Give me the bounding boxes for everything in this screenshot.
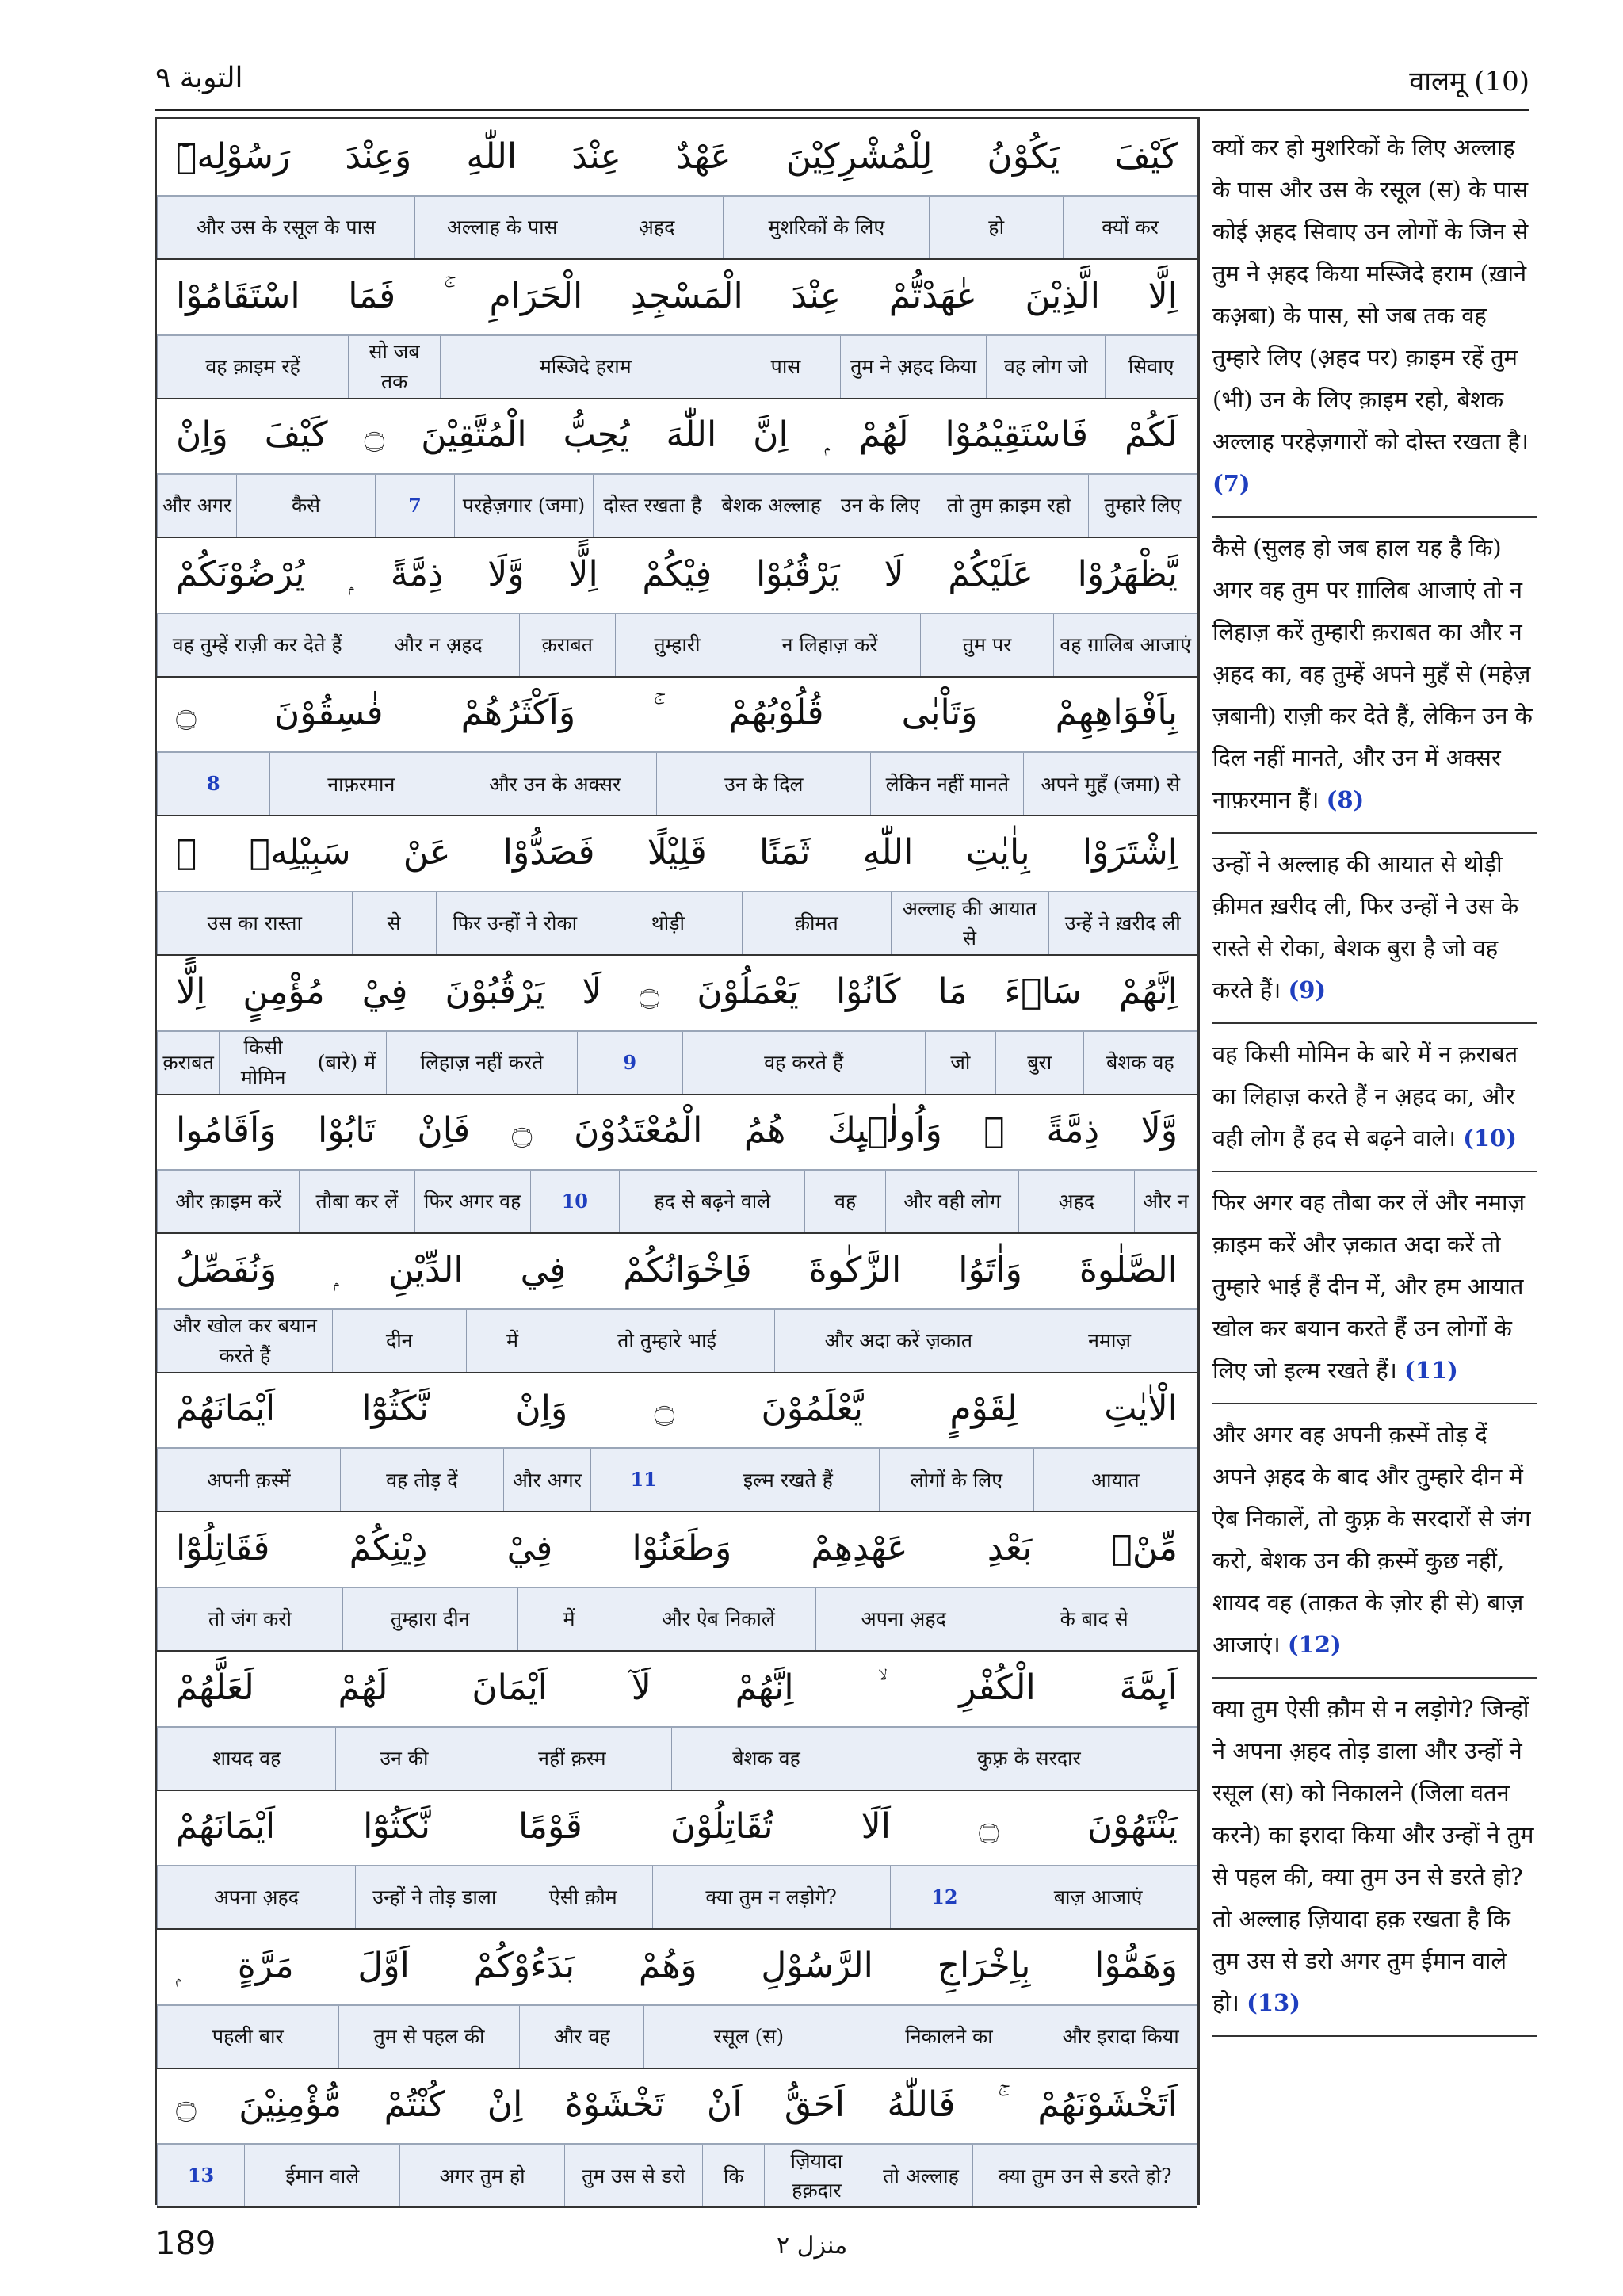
gloss-cell: बेशक अल्लाह	[712, 475, 831, 537]
page-number: 189	[155, 2225, 216, 2262]
gloss-row	[157, 1865, 1197, 1930]
gloss-cell: जो	[925, 1032, 995, 1094]
gloss-cell: से	[352, 892, 436, 954]
verse-block	[157, 675, 1197, 815]
gloss-cell: वह तुम्हें राज़ी कर देते हैं	[157, 614, 357, 676]
gloss-cell: पहली बार	[157, 2006, 338, 2068]
gloss-cell: उन्हें ने ख़रीद ली	[1048, 892, 1197, 954]
gloss-cell: तुम उस से डरो	[564, 2145, 703, 2206]
verse-number: (11)	[1404, 1357, 1458, 1384]
gloss-cell: बेशक वह	[1083, 1032, 1197, 1094]
arabic-line: وَّلَا ذِمَّةً ۭ وَاُولٰۗىِٕكَ هُمُ الْمُعْتَدُوْنَ ۝ فَاِنْ تَابُوْا وَاَقَامُوا	[176, 1110, 1178, 1152]
gloss-cell: अपने मुहँ (जमा) से	[1023, 753, 1197, 815]
arabic-line: مِّنْۢ بَعْدِ عَهْدِهِمْ وَطَعَنُوْا فِيْ دِيْنِكُمْ فَقَاتِلُوْٓا	[176, 1528, 1178, 1568]
verse-block	[157, 537, 1197, 676]
translation-paragraph	[1212, 127, 1537, 518]
manzil-label: منزل ٢	[777, 2232, 848, 2260]
verse-block	[157, 1511, 1197, 1650]
gloss-row	[157, 1726, 1197, 1791]
gloss-cell: तो तुम्हारे भाई	[559, 1310, 775, 1372]
arabic-line: بِاَفْوَاهِهِمْ وَتَاْبٰى قُلُوْبُهُمْ ۚ وَاَكْثَرُهُمْ فٰسِقُوْنَ ۝	[176, 693, 1178, 734]
verse-number-cell: 12	[890, 1866, 999, 1928]
gloss-cell: उन के दिल	[656, 753, 870, 815]
gloss-row	[157, 1447, 1197, 1512]
translation-text: कैसे (सुलह हो जब हाल यह है कि) अगर वह तुम पर ग़ालिब आजाएं तो न लिहाज़ करें तुम्हारी क़राबत का और न अ़हद का, वह तुम्हें अपने मुहँ से (महेज़ ज़बानी) राज़ी कर देते हैं, लेकिन उन के दिल नहीं मानते, और उन में अक्सर नाफ़रमान हैं।	[1212, 534, 1533, 813]
gloss-cell: परहेज़गार (जमा)	[454, 475, 593, 537]
gloss-cell: नाफ़रमान	[269, 753, 453, 815]
gloss-cell: तो जंग करो	[157, 1588, 342, 1650]
verse-number: (8)	[1326, 786, 1365, 813]
verse-block	[157, 954, 1197, 1094]
arabic-line: يَنْتَهُوْنَ ۝ اَلَا تُقَاتِلُوْنَ قَوْمًا نَّكَثُوْٓا اَيْمَانَهُمْ	[176, 1806, 1178, 1847]
gloss-cell: कुफ़्र के सरदार	[861, 1728, 1197, 1790]
gloss-cell: और वह	[519, 2006, 643, 2068]
arabic-line: الصَّلٰوةَ وَاٰتَوُا الزَّكٰوةَ فَاِخْوَانُكُمْ فِي الدِّيْنِ ۭ وَنُفَصِّلُ	[176, 1249, 1178, 1290]
verse-block	[157, 258, 1197, 398]
verse-number-cell: 10	[530, 1171, 620, 1232]
gloss-cell: मस्जिदे हराम	[440, 336, 731, 398]
arabic-line: يَّظْهَرُوْا عَلَيْكُمْ لَا يَرْقُبُوْا فِيْكُمْ اِلًّا وَّلَا ذِمَّةً ۭ يُرْضُوْنَكُمْ	[176, 553, 1178, 594]
gloss-row	[157, 195, 1197, 260]
verse-block	[157, 1928, 1197, 2068]
verse-number-cell: 13	[157, 2145, 244, 2206]
verse-column	[155, 117, 1198, 2205]
gloss-cell: और अगर	[157, 475, 236, 537]
gloss-cell: वह क़ाइम रहें	[157, 336, 348, 398]
gloss-cell: तो तुम क़ाइम रहो	[930, 475, 1088, 537]
gloss-cell: थोड़ी	[594, 892, 742, 954]
gloss-cell: बुरा	[995, 1032, 1083, 1094]
gloss-cell: न लिहाज़ करें	[739, 614, 919, 676]
arabic-line: اِشْتَرَوْا بِاٰيٰتِ اللّٰهِ ثَمَنًا قَلِيْلًا فَصَدُّوْا عَنْ سَبِيْلِهٖ ۭ	[176, 832, 1178, 873]
gloss-cell: तुम्हारे लिए	[1088, 475, 1197, 537]
header-rule	[155, 109, 1529, 111]
verse-number-cell: 7	[375, 475, 454, 537]
gloss-cell: आयात	[1033, 1449, 1197, 1511]
gloss-row	[157, 1030, 1197, 1095]
gloss-cell: क्यों कर	[1063, 197, 1197, 258]
translation-text: उन्हों ने अल्लाह की आयात से थोड़ी क़ीमत ख़रीद ली, फिर उन्हों ने उस के रास्ते से रोका, बेशक बुरा है जो वह करते हैं।	[1212, 850, 1519, 1003]
gloss-row	[157, 1308, 1197, 1373]
gloss-cell: अपनी क़स्में	[157, 1449, 340, 1511]
translation-text: क्यों कर हो मुशरिकों के लिए अल्लाह के पास और उस के रसूल (स) के पास कोई अ़हद सिवाए उन लोगों के जिन से तुम ने अ़हद किया मस्जिदे हराम (ख़ाने कअ़बा) के पास, सो जब तक वह तुम्हारे लिए (अ़हद पर) क़ाइम रहें तुम (भी) उन के लिए क़ाइम रहो, बेशक अल्लाह परहेज़गारों को दोस्त रखता है।	[1212, 134, 1529, 455]
verse-block	[157, 815, 1197, 954]
page-header	[155, 57, 1529, 105]
translation-paragraph	[1212, 1688, 1537, 2037]
gloss-cell: और न	[1134, 1171, 1197, 1232]
gloss-cell: क्या तुम उन से डरते हो?	[972, 2145, 1197, 2206]
gloss-cell: अपना अ़हद	[157, 1866, 355, 1928]
surah-label: التوبة ٩	[155, 62, 243, 94]
para-label: वालमू (10)	[1409, 66, 1529, 97]
arabic-line: وَهَمُّوْا بِاِخْرَاجِ الرَّسُوْلِ وَهُمْ بَدَءُوْكُمْ اَوَّلَ مَرَّةٍ ۭ	[176, 1945, 1178, 1986]
verse-number: (12)	[1287, 1631, 1342, 1658]
gloss-cell: तौबा कर लें	[299, 1171, 414, 1232]
gloss-cell: और वही लोग	[885, 1171, 1018, 1232]
gloss-row	[157, 891, 1197, 956]
gloss-row	[157, 473, 1197, 538]
gloss-cell: (बारे) में	[307, 1032, 386, 1094]
gloss-cell: क़राबत	[519, 614, 615, 676]
gloss-cell: लिहाज़ नहीं करते	[386, 1032, 577, 1094]
translation-text: फिर अगर वह तौबा कर लें और नमाज़ क़ाइम करें और ज़कात अदा करें तो तुम्हारे भाई हैं दीन में, और हम आयात खोल कर बयान करते हैं उन लोगों के लिए जो इल्म रखते हैं।	[1212, 1189, 1526, 1384]
verse-number-cell: 9	[577, 1032, 682, 1094]
gloss-cell: निकालने का	[854, 2006, 1044, 2068]
gloss-cell: उन के लिए	[831, 475, 930, 537]
arabic-line: الْاٰيٰتِ لِقَوْمٍ يَّعْلَمُوْنَ ۝ وَاِنْ نَّكَثُوْٓا اَيْمَانَهُمْ	[176, 1389, 1178, 1430]
gloss-cell: मुशरिकों के लिए	[723, 197, 929, 258]
verse-number: (7)	[1212, 470, 1251, 497]
verse-block	[157, 119, 1197, 258]
gloss-cell: शायद वह	[157, 1728, 335, 1790]
gloss-cell: वह ग़ालिब आजाएं	[1053, 614, 1197, 676]
gloss-cell: पास	[731, 336, 841, 398]
gloss-cell: अपना अ़हद	[815, 1588, 991, 1650]
gloss-cell: तुम्हारी	[615, 614, 739, 676]
gloss-cell: और क़ाइम करें	[157, 1171, 299, 1232]
gloss-row	[157, 2143, 1197, 2208]
verse-number: (13)	[1247, 1989, 1300, 2016]
translation-text: और अगर वह अपनी क़स्में तोड़ दें अपने अ़हद के बाद और तुम्हारे दीन में ऐब निकालें, तो कुफ़्र के सरदारों से जंग करो, बेशक उन की क़स्में कुछ नहीं, शायद वह (ताक़त के ज़ोर ही से) बाज़ आजाएं।	[1212, 1421, 1531, 1658]
gloss-cell: नहीं क़स्म	[472, 1728, 671, 1790]
gloss-cell: सो जब तक	[348, 336, 440, 398]
gloss-row	[157, 2004, 1197, 2069]
gloss-cell: तुम ने अ़हद किया	[840, 336, 986, 398]
verse-number-cell: 11	[590, 1449, 697, 1511]
gloss-cell: बेशक वह	[671, 1728, 861, 1790]
translation-paragraph	[1212, 1182, 1537, 1404]
gloss-cell: अगर तुम हो	[399, 2145, 563, 2206]
translation-paragraph	[1212, 843, 1537, 1024]
translation-paragraph	[1212, 1033, 1537, 1172]
verse-block	[157, 1371, 1197, 1511]
translation-paragraph	[1212, 1414, 1537, 1679]
translation-text: क्या तुम ऐसी क़ौम से न लड़ोगे? जिन्हों ने अपना अ़हद तोड़ डाला और उन्हों ने रसूल (स) को निकालने (जिला वतन करने) का इरादा किया और उन्हों ने तुम से पहल की, क्या तुम उन से डरते हो? तो अल्लाह ज़ियादा हक़ रखता है कि तुम उस से डरो अगर तुम ईमान वाले हो।	[1212, 1695, 1534, 2016]
gloss-cell: वह तोड़ दें	[340, 1449, 503, 1511]
gloss-cell: और अगर	[503, 1449, 590, 1511]
gloss-cell: अ़हद	[590, 197, 724, 258]
verse-block	[157, 397, 1197, 537]
gloss-cell: में	[466, 1310, 559, 1372]
gloss-row	[157, 1587, 1197, 1652]
gloss-cell: दीन	[332, 1310, 466, 1372]
gloss-cell: क़ीमत	[742, 892, 890, 954]
gloss-row	[157, 613, 1197, 678]
gloss-cell: सिवाए	[1105, 336, 1197, 398]
verse-block	[157, 1789, 1197, 1928]
translation-text: वह किसी मोमिन के बारे में न क़राबत का लिहाज़ करते हैं न अ़हद का, और वही लोग हैं हद से बढ़ने वाले।	[1212, 1041, 1518, 1152]
gloss-cell: उन्हों ने तोड़ डाला	[355, 1866, 514, 1928]
gloss-cell: और खोल कर बयान करते हैं	[157, 1310, 332, 1372]
arabic-line: اَىِٕمَّةَ الْكُفْرِ ۙ اِنَّهُمْ لَآ اَيْمَانَ لَهُمْ لَعَلَّهُمْ	[176, 1667, 1178, 1708]
gloss-cell: किसी मोमिन	[219, 1032, 307, 1094]
gloss-cell: ज़ियादा हक़दार	[764, 2145, 869, 2206]
verse-block	[157, 1650, 1197, 1790]
gloss-cell: ऐसी क़ौम	[514, 1866, 652, 1928]
gloss-cell: हो	[929, 197, 1063, 258]
gloss-row	[157, 334, 1197, 399]
gloss-cell: में	[517, 1588, 621, 1650]
arabic-line: كَيْفَ يَكُوْنُ لِلْمُشْرِكِيْنَ عَهْدٌ عِنْدَ اللّٰهِ وَعِنْدَ رَسُوْلِهٖٓ	[176, 136, 1178, 177]
verse-number: (9)	[1288, 976, 1327, 1003]
gloss-cell: और न अ़हद	[357, 614, 519, 676]
gloss-cell: लेकिन नहीं मानते	[870, 753, 1023, 815]
gloss-cell: तुम्हारा दीन	[342, 1588, 517, 1650]
gloss-cell: क़राबत	[157, 1032, 219, 1094]
gloss-cell: कैसे	[236, 475, 375, 537]
gloss-cell: और इरादा किया	[1044, 2006, 1197, 2068]
gloss-cell: अ़हद	[1018, 1171, 1134, 1232]
arabic-line: اَتَخْشَوْنَهُمْ ۚ فَاللّٰهُ اَحَقُّ اَنْ تَخْشَوْهُ اِنْ كُنْتُمْ مُّؤْمِنِيْنَ ۝	[176, 2084, 1178, 2126]
verse-block	[157, 1232, 1197, 1372]
gloss-cell: इल्म रखते हैं	[697, 1449, 880, 1511]
gloss-cell: तुम से पहल की	[338, 2006, 520, 2068]
gloss-cell: उस का रास्ता	[157, 892, 352, 954]
arabic-line: لَكُمْ فَاسْتَقِيْمُوْا لَهُمْ ۭ اِنَّ اللّٰهَ يُحِبُّ الْمُتَّقِيْنَ ۝ كَيْفَ وَاِنْ	[176, 415, 1178, 456]
verse-block	[157, 1093, 1197, 1232]
gloss-cell: अल्लाह के पास	[414, 197, 590, 258]
gloss-cell: रसूल (स)	[643, 2006, 854, 2068]
gloss-cell: और उन के अक्सर	[453, 753, 656, 815]
gloss-cell: वह लोग जो	[986, 336, 1105, 398]
gloss-cell: क्या तुम न लड़ोगे?	[652, 1866, 890, 1928]
gloss-cell: दोस्त रखता है	[593, 475, 712, 537]
gloss-cell: तो अल्लाह	[869, 2145, 973, 2206]
arabic-line: اِلَّا الَّذِيْنَ عٰهَدْتُّمْ عِنْدَ الْمَسْجِدِ الْحَرَامِ ۚ فَمَا اسْتَقَامُوْا	[176, 275, 1178, 316]
arabic-line: اِنَّهُمْ سَاۗءَ مَا كَانُوْا يَعْمَلُوْنَ ۝ لَا يَرْقُبُوْنَ فِيْ مُؤْمِنٍ اِلًّا	[176, 971, 1178, 1012]
gloss-cell: बाज़ आजाएं	[999, 1866, 1197, 1928]
verse-block	[157, 2067, 1197, 2206]
gloss-cell: हद से बढ़ने वाले	[619, 1171, 804, 1232]
gloss-cell: वह	[804, 1171, 885, 1232]
gloss-cell: वह करते हैं	[682, 1032, 925, 1094]
gloss-cell: फिर अगर वह	[414, 1171, 530, 1232]
gloss-cell: अल्लाह की आयात से	[891, 892, 1048, 954]
gloss-cell: और उस के रसूल के पास	[157, 197, 414, 258]
gloss-cell: ईमान वाले	[244, 2145, 399, 2206]
gloss-row	[157, 1169, 1197, 1234]
translation-paragraph	[1212, 527, 1537, 834]
gloss-cell: उन की	[335, 1728, 472, 1790]
gloss-cell: कि	[702, 2145, 764, 2206]
verse-number-cell: 8	[157, 753, 269, 815]
gloss-cell: और ऐब निकालें	[621, 1588, 816, 1650]
gloss-cell: और अदा करें ज़कात	[774, 1310, 1022, 1372]
gloss-row	[157, 751, 1197, 816]
gloss-cell: नमाज़	[1022, 1310, 1197, 1372]
verse-number: (10)	[1463, 1125, 1517, 1152]
gloss-cell: के बाद से	[991, 1588, 1197, 1650]
gloss-cell: फिर उन्हों ने रोका	[436, 892, 594, 954]
column-divider	[1198, 117, 1200, 2205]
gloss-cell: तुम पर	[920, 614, 1054, 676]
gloss-cell: लोगों के लिए	[879, 1449, 1033, 1511]
translation-column	[1212, 127, 1537, 2046]
